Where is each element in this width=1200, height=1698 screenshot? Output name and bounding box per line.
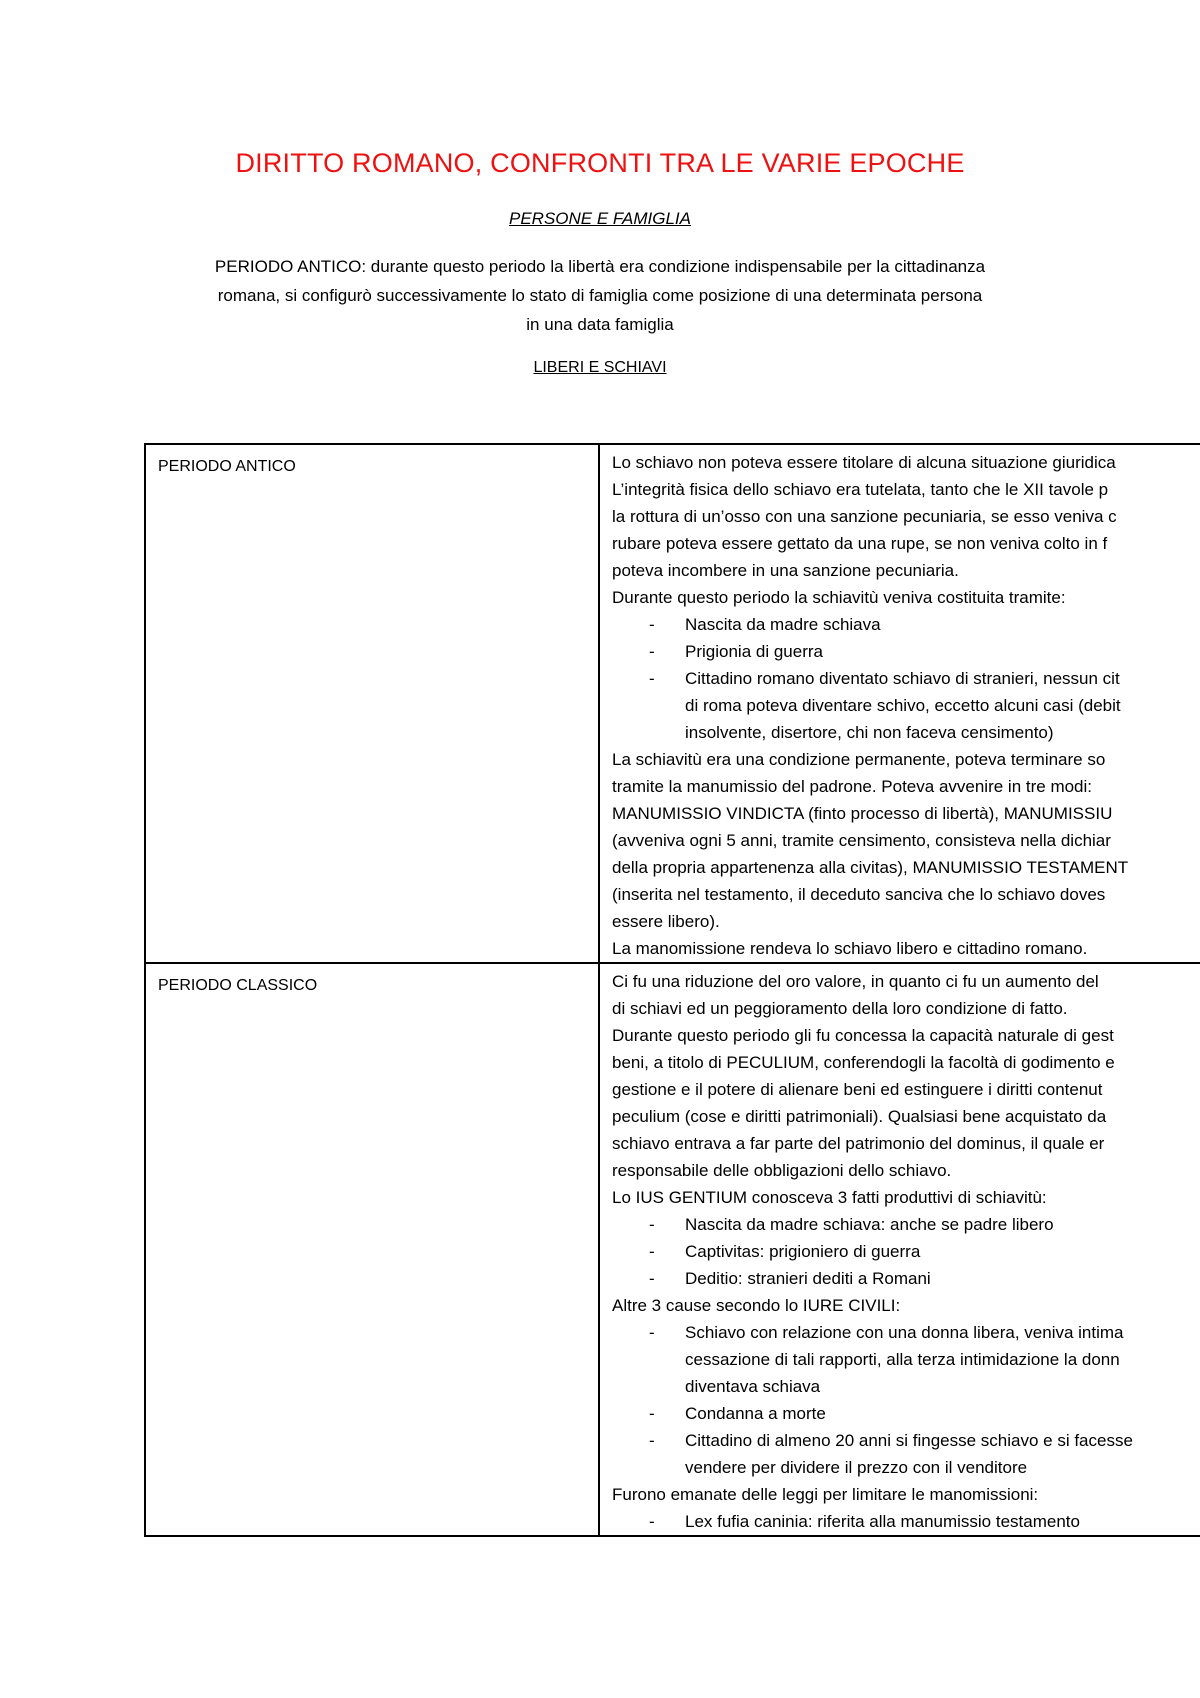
- bullet-item: [612, 611, 1200, 638]
- subsection-title: LIBERI E SCHIAVI: [533, 359, 667, 376]
- bullet-item: [612, 1508, 1200, 1535]
- comparison-table: [144, 443, 1200, 1537]
- text-line: la rottura di un’osso con una sanzione pecuniaria, se esso veniva c: [612, 507, 1117, 526]
- text-line: schiavo entrava a far parte del patrimonio del dominus, il quale er: [612, 1134, 1105, 1153]
- bullet-dash: -: [649, 1242, 655, 1261]
- text-line: L’integrità fisica dello schiavo era tutelata, tanto che le XII tavole p: [612, 480, 1109, 499]
- bullet-dash: -: [649, 1431, 655, 1450]
- bullet-item: [612, 1238, 1200, 1265]
- description-text: [600, 445, 1200, 962]
- bullet-item: [612, 665, 1200, 692]
- bullet-text: Prigionia di guerra: [685, 642, 823, 661]
- bullet-continuation: diventava schiava: [685, 1377, 821, 1396]
- text-line: tramite la manumissio del padrone. Poteva avvenire in tre modi:: [612, 777, 1093, 796]
- text-line: Lo schiavo non poteva essere titolare di alcuna situazione giuridica: [612, 453, 1116, 472]
- text-line: essere libero).: [612, 912, 720, 931]
- bullet-item: [612, 1211, 1200, 1238]
- text-line: MANUMISSIO VINDICTA (finto processo di libertà), MANUMISSIU: [612, 804, 1113, 823]
- period-cell: [145, 963, 599, 1536]
- text-line: (inserita nel testamento, il deceduto sanciva che lo schiavo doves: [612, 885, 1106, 904]
- table-row: [145, 963, 1200, 1536]
- text-line: della propria appartenenza alla civitas), MANUMISSIO TESTAMENT: [612, 858, 1129, 877]
- bullet-dash: -: [649, 1215, 655, 1234]
- bullet-dash: -: [649, 1269, 655, 1288]
- bullet-dash: -: [649, 1323, 655, 1342]
- period-label: PERIODO CLASSICO: [158, 977, 318, 994]
- bullet-item: [612, 1427, 1200, 1454]
- text-line: La schiavitù era una condizione permanente, poteva terminare so: [612, 750, 1106, 769]
- page-title: DIRITTO ROMANO, CONFRONTI TRA LE VARIE EPOCHE: [235, 148, 965, 178]
- text-line: Durante questo periodo gli fu concessa la capacità naturale di gest: [612, 1026, 1114, 1045]
- text-line: Ci fu una riduzione del oro valore, in quanto ci fu un aumento del: [612, 972, 1099, 991]
- text-line: rubare poteva essere gettato da una rupe, se non veniva colto in f: [612, 534, 1108, 553]
- intro-line: romana, si configurò successivamente lo stato di famiglia come posizione di una determinata persona: [217, 286, 983, 305]
- text-line: gestione e il potere di alienare beni ed estinguere i diritti contenut: [612, 1080, 1103, 1099]
- description-text: [600, 964, 1200, 1535]
- bullet-continuation: vendere per dividere il prezzo con il venditore: [685, 1458, 1028, 1477]
- bullet-text: Cittadino romano diventato schiavo di stranieri, nessun cit: [685, 669, 1120, 688]
- table-row: [145, 444, 1200, 963]
- bullet-text: Nascita da madre schiava: anche se padre libero: [685, 1215, 1054, 1234]
- bullet-dash: -: [649, 669, 655, 688]
- text-line: beni, a titolo di PECULIUM, conferendogli la facoltà di godimento e: [612, 1053, 1115, 1072]
- bullet-text: Condanna a morte: [685, 1404, 826, 1423]
- bullet-text: Captivitas: prigioniero di guerra: [685, 1242, 921, 1261]
- bullet-dash: -: [649, 1404, 655, 1423]
- intro-line: PERIODO ANTICO: durante questo periodo la libertà era condizione indispensabile per la cittadinanza: [214, 257, 986, 276]
- bullet-text: Nascita da madre schiava: [685, 615, 881, 634]
- bullet-item: [612, 1265, 1200, 1292]
- text-line: (avveniva ogni 5 anni, tramite censimento, consisteva nella dichiar: [612, 831, 1111, 850]
- text-line: Durante questo periodo la schiavitù veniva costituita tramite:: [612, 588, 1066, 607]
- text-line: La manomissione rendeva lo schiavo libero e cittadino romano.: [612, 939, 1088, 958]
- period-cell: [145, 444, 599, 963]
- bullet-text: Deditio: stranieri dediti a Romani: [685, 1269, 931, 1288]
- text-line: peculium (cose e diritti patrimoniali). Qualsiasi bene acquistato da: [612, 1107, 1107, 1126]
- description-cell: [599, 444, 1200, 963]
- intro-line: in una data famiglia: [526, 315, 674, 334]
- bullet-text: Schiavo con relazione con una donna libera, veniva intima: [685, 1323, 1124, 1342]
- bullet-item: [612, 1319, 1200, 1346]
- bullet-dash: -: [649, 1512, 655, 1531]
- bullet-continuation: di roma poteva diventare schivo, eccetto alcuni casi (debit: [685, 696, 1121, 715]
- bullet-item: [612, 1400, 1200, 1427]
- text-line: di schiavi ed un peggioramento della loro condizione di fatto.: [612, 999, 1068, 1018]
- text-line: Altre 3 cause secondo lo IURE CIVILI:: [612, 1296, 901, 1315]
- bullet-continuation: cessazione di tali rapporti, alla terza intimidazione la donn: [685, 1350, 1120, 1369]
- section-title: PERSONE E FAMIGLIA: [508, 209, 691, 228]
- text-line: Furono emanate delle leggi per limitare le manomissioni:: [612, 1485, 1039, 1504]
- period-label: PERIODO ANTICO: [158, 458, 296, 475]
- bullet-text: Cittadino di almeno 20 anni si fingesse schiavo e si facesse: [685, 1431, 1133, 1450]
- text-line: Lo IUS GENTIUM conosceva 3 fatti produttivi di schiavitù:: [612, 1188, 1047, 1207]
- text-line: poteva incombere in una sanzione pecuniaria.: [612, 561, 959, 580]
- bullet-continuation: insolvente, disertore, chi non faceva censimento): [685, 723, 1054, 742]
- bullet-text: Lex fufia caninia: riferita alla manumissio testamento: [685, 1512, 1080, 1531]
- bullet-dash: -: [649, 615, 655, 634]
- text-line: responsabile delle obbligazioni dello schiavo.: [612, 1161, 952, 1180]
- bullet-dash: -: [649, 642, 655, 661]
- intro-paragraph: [130, 252, 1070, 339]
- bullet-item: [612, 638, 1200, 665]
- description-cell: [599, 963, 1200, 1536]
